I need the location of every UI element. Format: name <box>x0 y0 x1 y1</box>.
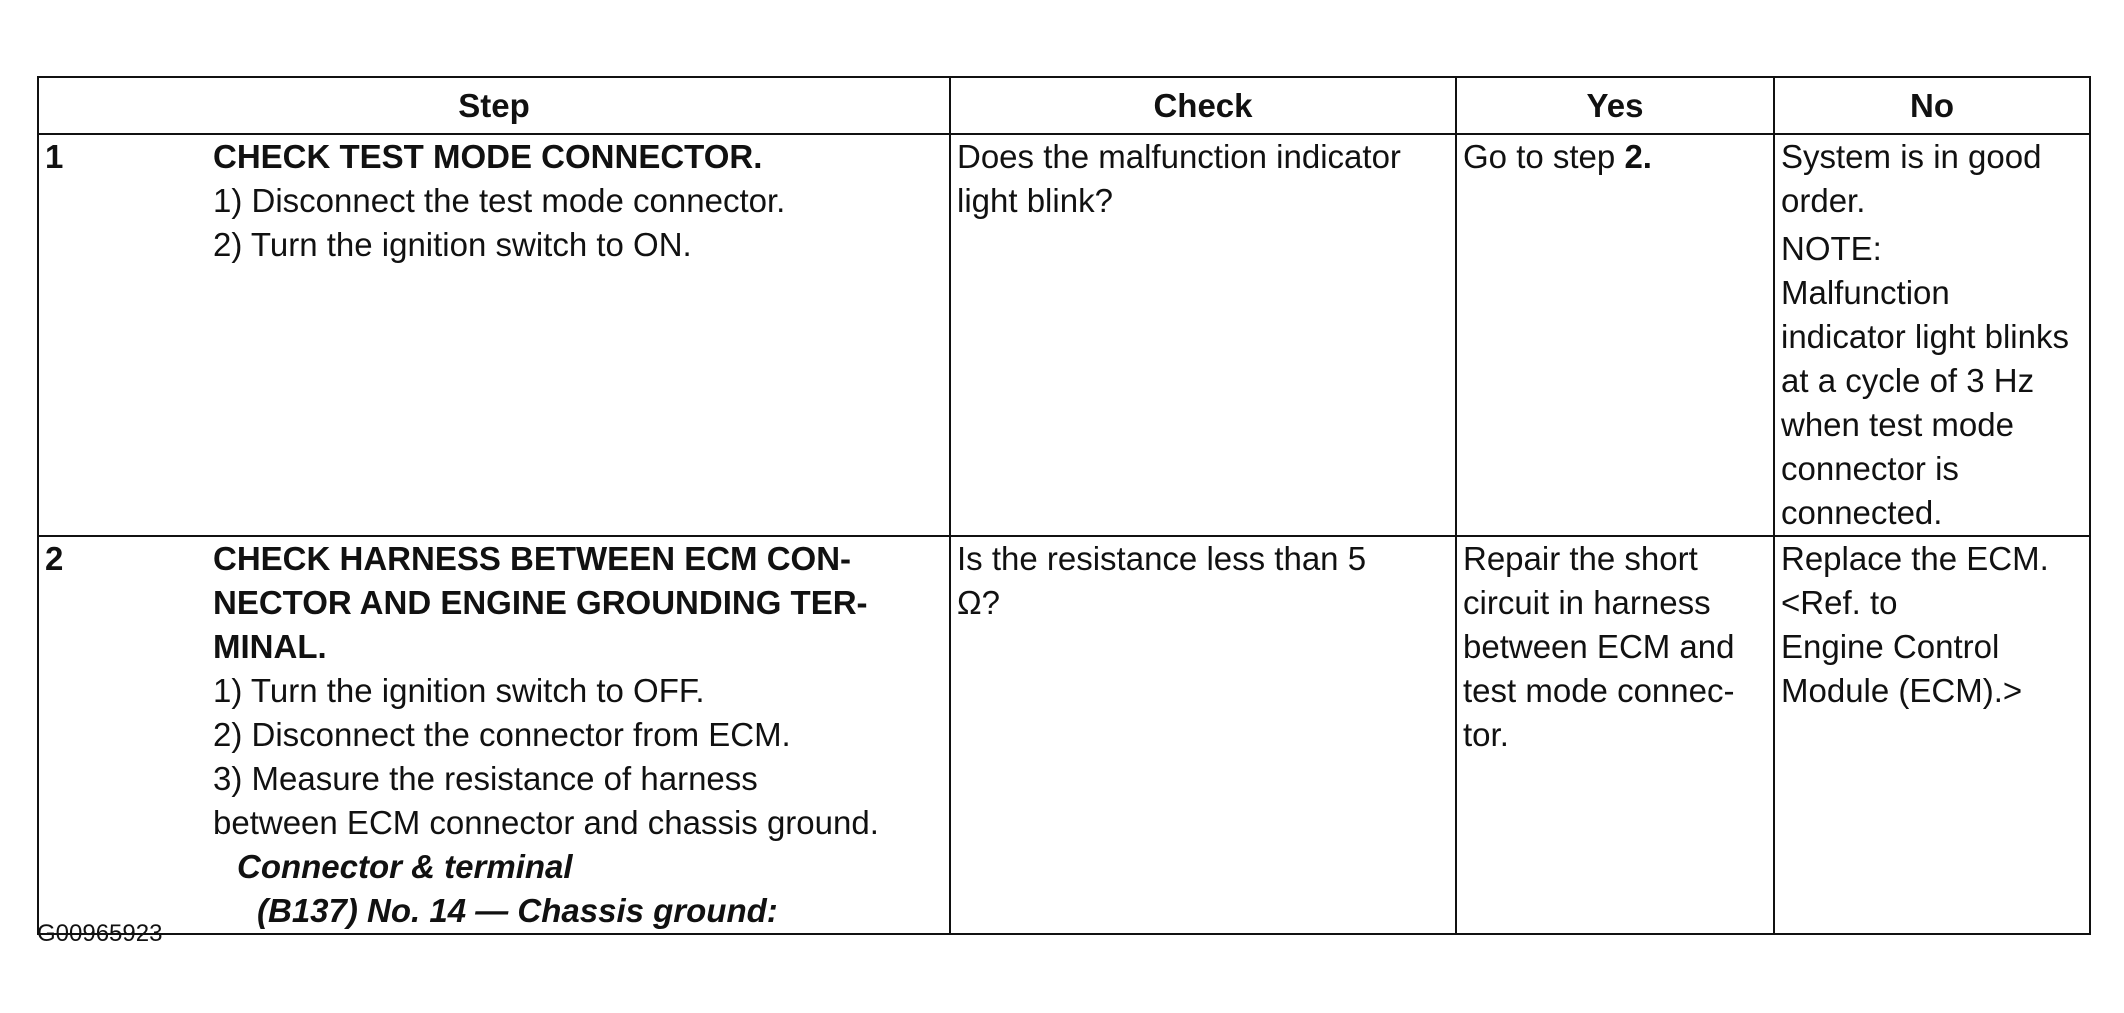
no-cell-2 <box>1774 536 2090 934</box>
note-label: NOTE: <box>1781 230 1882 267</box>
header-check: Check <box>950 77 1456 134</box>
spec-label: Connector & terminal <box>237 848 573 885</box>
step-instruction: between ECM connector and chassis ground. <box>213 804 879 841</box>
no-action-line: Engine Control <box>1781 628 2000 665</box>
spec-value: (B137) No. 14 — Chassis ground: <box>257 892 778 929</box>
check-question-line: Ω? <box>957 584 1001 621</box>
step-number: 1 <box>45 138 64 175</box>
step-cell-2 <box>38 536 950 934</box>
yes-action-line: between ECM and <box>1463 628 1735 665</box>
yes-action <box>1457 135 1773 179</box>
step-instruction: 2) Turn the ignition switch to ON. <box>213 226 692 263</box>
header-no: No <box>1774 77 2090 134</box>
no-cell-1 <box>1774 134 2090 536</box>
step-title-line: CHECK HARNESS BETWEEN ECM CON- <box>213 540 852 577</box>
check-cell-2 <box>950 536 1456 934</box>
yes-cell-1 <box>1456 134 1774 536</box>
no-action: System is in good order. <box>1781 138 2042 219</box>
note-text: Malfunction indicator light blinks at a cycle of 3 Hz when test mode connector is connected. <box>1781 274 2069 531</box>
table-header-row <box>38 77 2090 134</box>
step-instruction: 1) Turn the ignition switch to OFF. <box>213 672 705 709</box>
yes-action-line: Repair the short <box>1463 540 1698 577</box>
step-title-line: NECTOR AND ENGINE GROUNDING TER- <box>213 584 868 621</box>
step-title-line: MINAL. <box>213 628 327 665</box>
step-cell-1 <box>38 134 950 536</box>
check-question-line: Is the resistance less than 5 <box>957 540 1367 577</box>
step-title: CHECK TEST MODE CONNECTOR. <box>213 138 763 175</box>
no-action-line: Replace the ECM. <box>1781 540 2049 577</box>
yes-action-line: test mode connec- <box>1463 672 1735 709</box>
yes-action-line: tor. <box>1463 716 1509 753</box>
check-question: Does the malfunction indicator light blink? <box>957 138 1401 219</box>
diagnostic-procedure-table <box>37 76 2091 935</box>
yes-action-text: Go to step <box>1463 138 1625 175</box>
step-instruction: 2) Disconnect the connector from ECM. <box>213 716 791 753</box>
no-action-line: <Ref. to <box>1781 584 1898 621</box>
step-instruction: 1) Disconnect the test mode connector. <box>213 182 786 219</box>
yes-cell-2 <box>1456 536 1774 934</box>
no-action-line: Module (ECM).> <box>1781 672 2023 709</box>
header-step: Step <box>38 77 950 134</box>
check-cell-1 <box>950 134 1456 536</box>
header-yes: Yes <box>1456 77 1774 134</box>
step-instruction: 3) Measure the resistance of harness <box>213 760 758 797</box>
image-code: G00965923 <box>37 920 163 947</box>
table-row <box>38 134 2090 536</box>
yes-action-line: circuit in harness <box>1463 584 1711 621</box>
yes-step-ref: 2. <box>1624 138 1652 175</box>
table-row <box>38 536 2090 934</box>
step-number: 2 <box>45 540 64 577</box>
